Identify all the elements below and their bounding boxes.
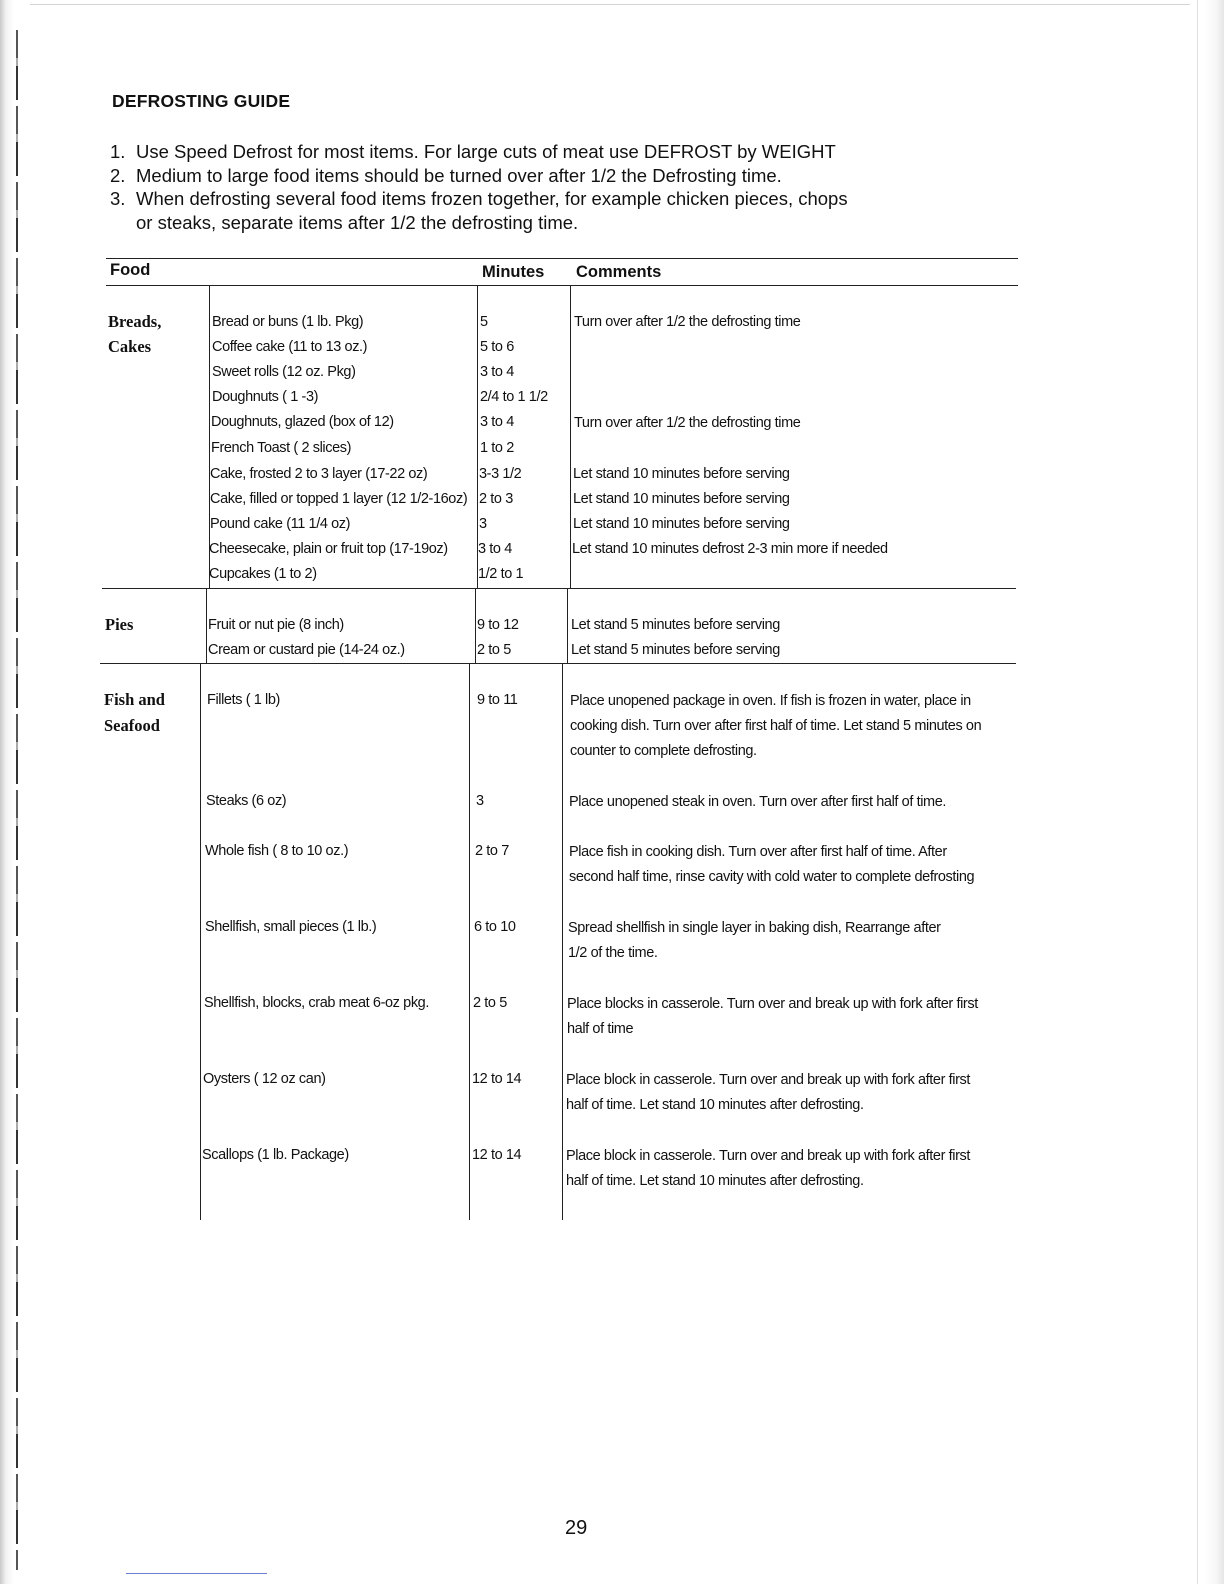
minutes-cell: 2/4 to 1 1/2 — [480, 389, 548, 405]
food-cell: French Toast ( 2 slices) — [211, 440, 352, 456]
instruction-item — [108, 187, 868, 234]
comment-cell: Place unopened steak in oven. Turn over after first half of time. — [569, 794, 946, 810]
food-cell: Cake, frosted 2 to 3 layer (17-22 oz) — [210, 466, 428, 482]
instruction-number: 3. — [110, 188, 126, 209]
column-header-minutes: Minutes — [482, 263, 545, 281]
minutes-cell: 3 to 4 — [480, 364, 514, 380]
instruction-list — [108, 140, 868, 234]
minutes-cell: 6 to 10 — [474, 919, 516, 935]
comment-cell: Turn over after 1/2 the defrosting time — [574, 314, 801, 330]
comment-cell: Place blocks in casserole. Turn over and break up with fork after first half of time — [567, 996, 978, 1037]
column-divider — [200, 664, 201, 1220]
minutes-cell: 5 — [480, 314, 488, 330]
scan-top-edge — [30, 4, 1190, 5]
category-label: Seafood — [104, 716, 160, 735]
minutes-cell: 2 to 7 — [475, 843, 509, 859]
food-cell: Scallops (1 lb. Package) — [202, 1147, 349, 1163]
page-number: 29 — [565, 1517, 588, 1539]
comment-cell: Let stand 10 minutes defrost 2-3 min more if needed — [572, 541, 888, 557]
column-header-food: Food — [110, 261, 151, 279]
minutes-cell: 9 to 11 — [477, 692, 518, 708]
minutes-cell: 1 to 2 — [480, 440, 514, 456]
minutes-cell: 12 to 14 — [472, 1071, 522, 1087]
minutes-cell: 1/2 to 1 — [478, 566, 524, 582]
instruction-text: Use Speed Defrost for most items. For large cuts of meat use DEFROST by WEIGHT — [136, 141, 836, 162]
scan-edge-left — [0, 0, 22, 1584]
comment-cell: Place block in casserole. Turn over and break up with fork after first half of time. Let stand 10 minutes after defrosting. — [566, 1148, 970, 1189]
instruction-text: Medium to large food items should be turned over after 1/2 the Defrosting time. — [136, 164, 782, 186]
category-label: Breads, — [108, 312, 162, 331]
comment-cell: Let stand 5 minutes before serving — [571, 642, 780, 658]
comment-cell: Place unopened package in oven. If fish is frozen in water, place in cooking dish. Turn over after first half of time. Let stand 5 minutes on counter to complete defrosting. — [570, 693, 982, 759]
comment-cell: Place fish in cooking dish. Turn over after first half of time. After second half time, rinse cavity with cold water to complete defrosting — [569, 844, 975, 885]
comment-cell: Let stand 10 minutes before serving — [573, 491, 790, 507]
column-divider — [567, 589, 568, 663]
food-cell: Pound cake (11 1/4 oz) — [210, 516, 351, 532]
minutes-cell: 5 to 6 — [480, 339, 514, 355]
minutes-cell: 3 to 4 — [478, 541, 512, 557]
minutes-cell: 2 to 5 — [477, 642, 511, 658]
minutes-cell: 2 to 3 — [479, 491, 513, 507]
header-bottom-rule — [106, 285, 1018, 286]
column-divider — [570, 286, 571, 588]
instruction-text: When defrosting several food items frozen together, for example chicken pieces, chops or steaks, separate items after 1/2 the defrosting time. — [136, 188, 848, 233]
instruction-item — [108, 140, 868, 164]
table-top-rule — [106, 258, 1018, 259]
food-cell: Sweet rolls (12 oz. Pkg) — [212, 364, 356, 380]
minutes-cell: 9 to 12 — [477, 617, 519, 633]
food-cell: Doughnuts, glazed (box of 12) — [211, 414, 394, 430]
food-cell: Steaks (6 oz) — [206, 793, 287, 809]
comment-cell: Let stand 10 minutes before serving — [573, 516, 790, 532]
section-rule — [100, 663, 1016, 664]
category-label: Pies — [105, 615, 134, 634]
food-cell: Cream or custard pie (14-24 oz.) — [208, 642, 405, 658]
column-divider — [562, 664, 563, 1220]
instruction-number: 1. — [110, 141, 126, 162]
food-cell: Bread or buns (1 lb. Pkg) — [212, 314, 364, 330]
scan-binding-shadow — [16, 30, 18, 1570]
column-divider — [469, 664, 470, 1220]
section-rule — [102, 588, 1016, 589]
comment-cell: Spread shellfish in single layer in baking dish, Rearrange after 1/2 of the time. — [568, 920, 941, 961]
food-cell: Fruit or nut pie (8 inch) — [208, 617, 344, 633]
comment-cell: Let stand 5 minutes before serving — [571, 617, 780, 633]
food-cell: Cheesecake, plain or fruit top (17-19oz) — [209, 541, 448, 557]
food-cell: Doughnuts ( 1 -3) — [212, 389, 319, 405]
comment-cell: Place block in casserole. Turn over and break up with fork after first half of time. Let stand 10 minutes after defrosting. — [566, 1072, 970, 1113]
minutes-cell: 3 — [476, 793, 484, 809]
food-cell: Whole fish ( 8 to 10 oz.) — [205, 843, 349, 859]
food-cell: Shellfish, blocks, crab meat 6-oz pkg. — [204, 995, 429, 1011]
food-cell: Coffee cake (11 to 13 oz.) — [212, 339, 368, 355]
instruction-number: 2. — [110, 164, 126, 186]
minutes-cell: 3 to 4 — [480, 414, 514, 430]
column-divider — [475, 589, 476, 663]
minutes-cell: 3 — [479, 516, 487, 532]
minutes-cell: 3-3 1/2 — [479, 466, 522, 482]
column-header-comments: Comments — [576, 263, 662, 281]
minutes-cell: 2 to 5 — [473, 995, 507, 1011]
instruction-item — [108, 164, 868, 188]
food-cell: Cupcakes (1 to 2) — [209, 566, 317, 582]
column-divider — [206, 589, 207, 663]
minutes-cell: 12 to 14 — [472, 1147, 522, 1163]
food-cell: Fillets ( 1 lb) — [207, 692, 280, 708]
comment-cell: Let stand 10 minutes before serving — [573, 466, 790, 482]
category-label: Cakes — [108, 337, 152, 356]
food-cell: Shellfish, small pieces (1 lb.) — [205, 919, 377, 935]
food-cell: Cake, filled or topped 1 layer (12 1/2-16oz) — [210, 491, 468, 507]
scan-edge-right — [1197, 0, 1224, 1584]
comment-cell: Turn over after 1/2 the defrosting time — [574, 415, 801, 431]
category-label: Fish and — [104, 690, 165, 709]
food-cell: Oysters ( 12 oz can) — [203, 1071, 326, 1087]
page-title: DEFROSTING GUIDE — [112, 91, 291, 111]
scan-bottom-mark — [126, 1573, 267, 1574]
